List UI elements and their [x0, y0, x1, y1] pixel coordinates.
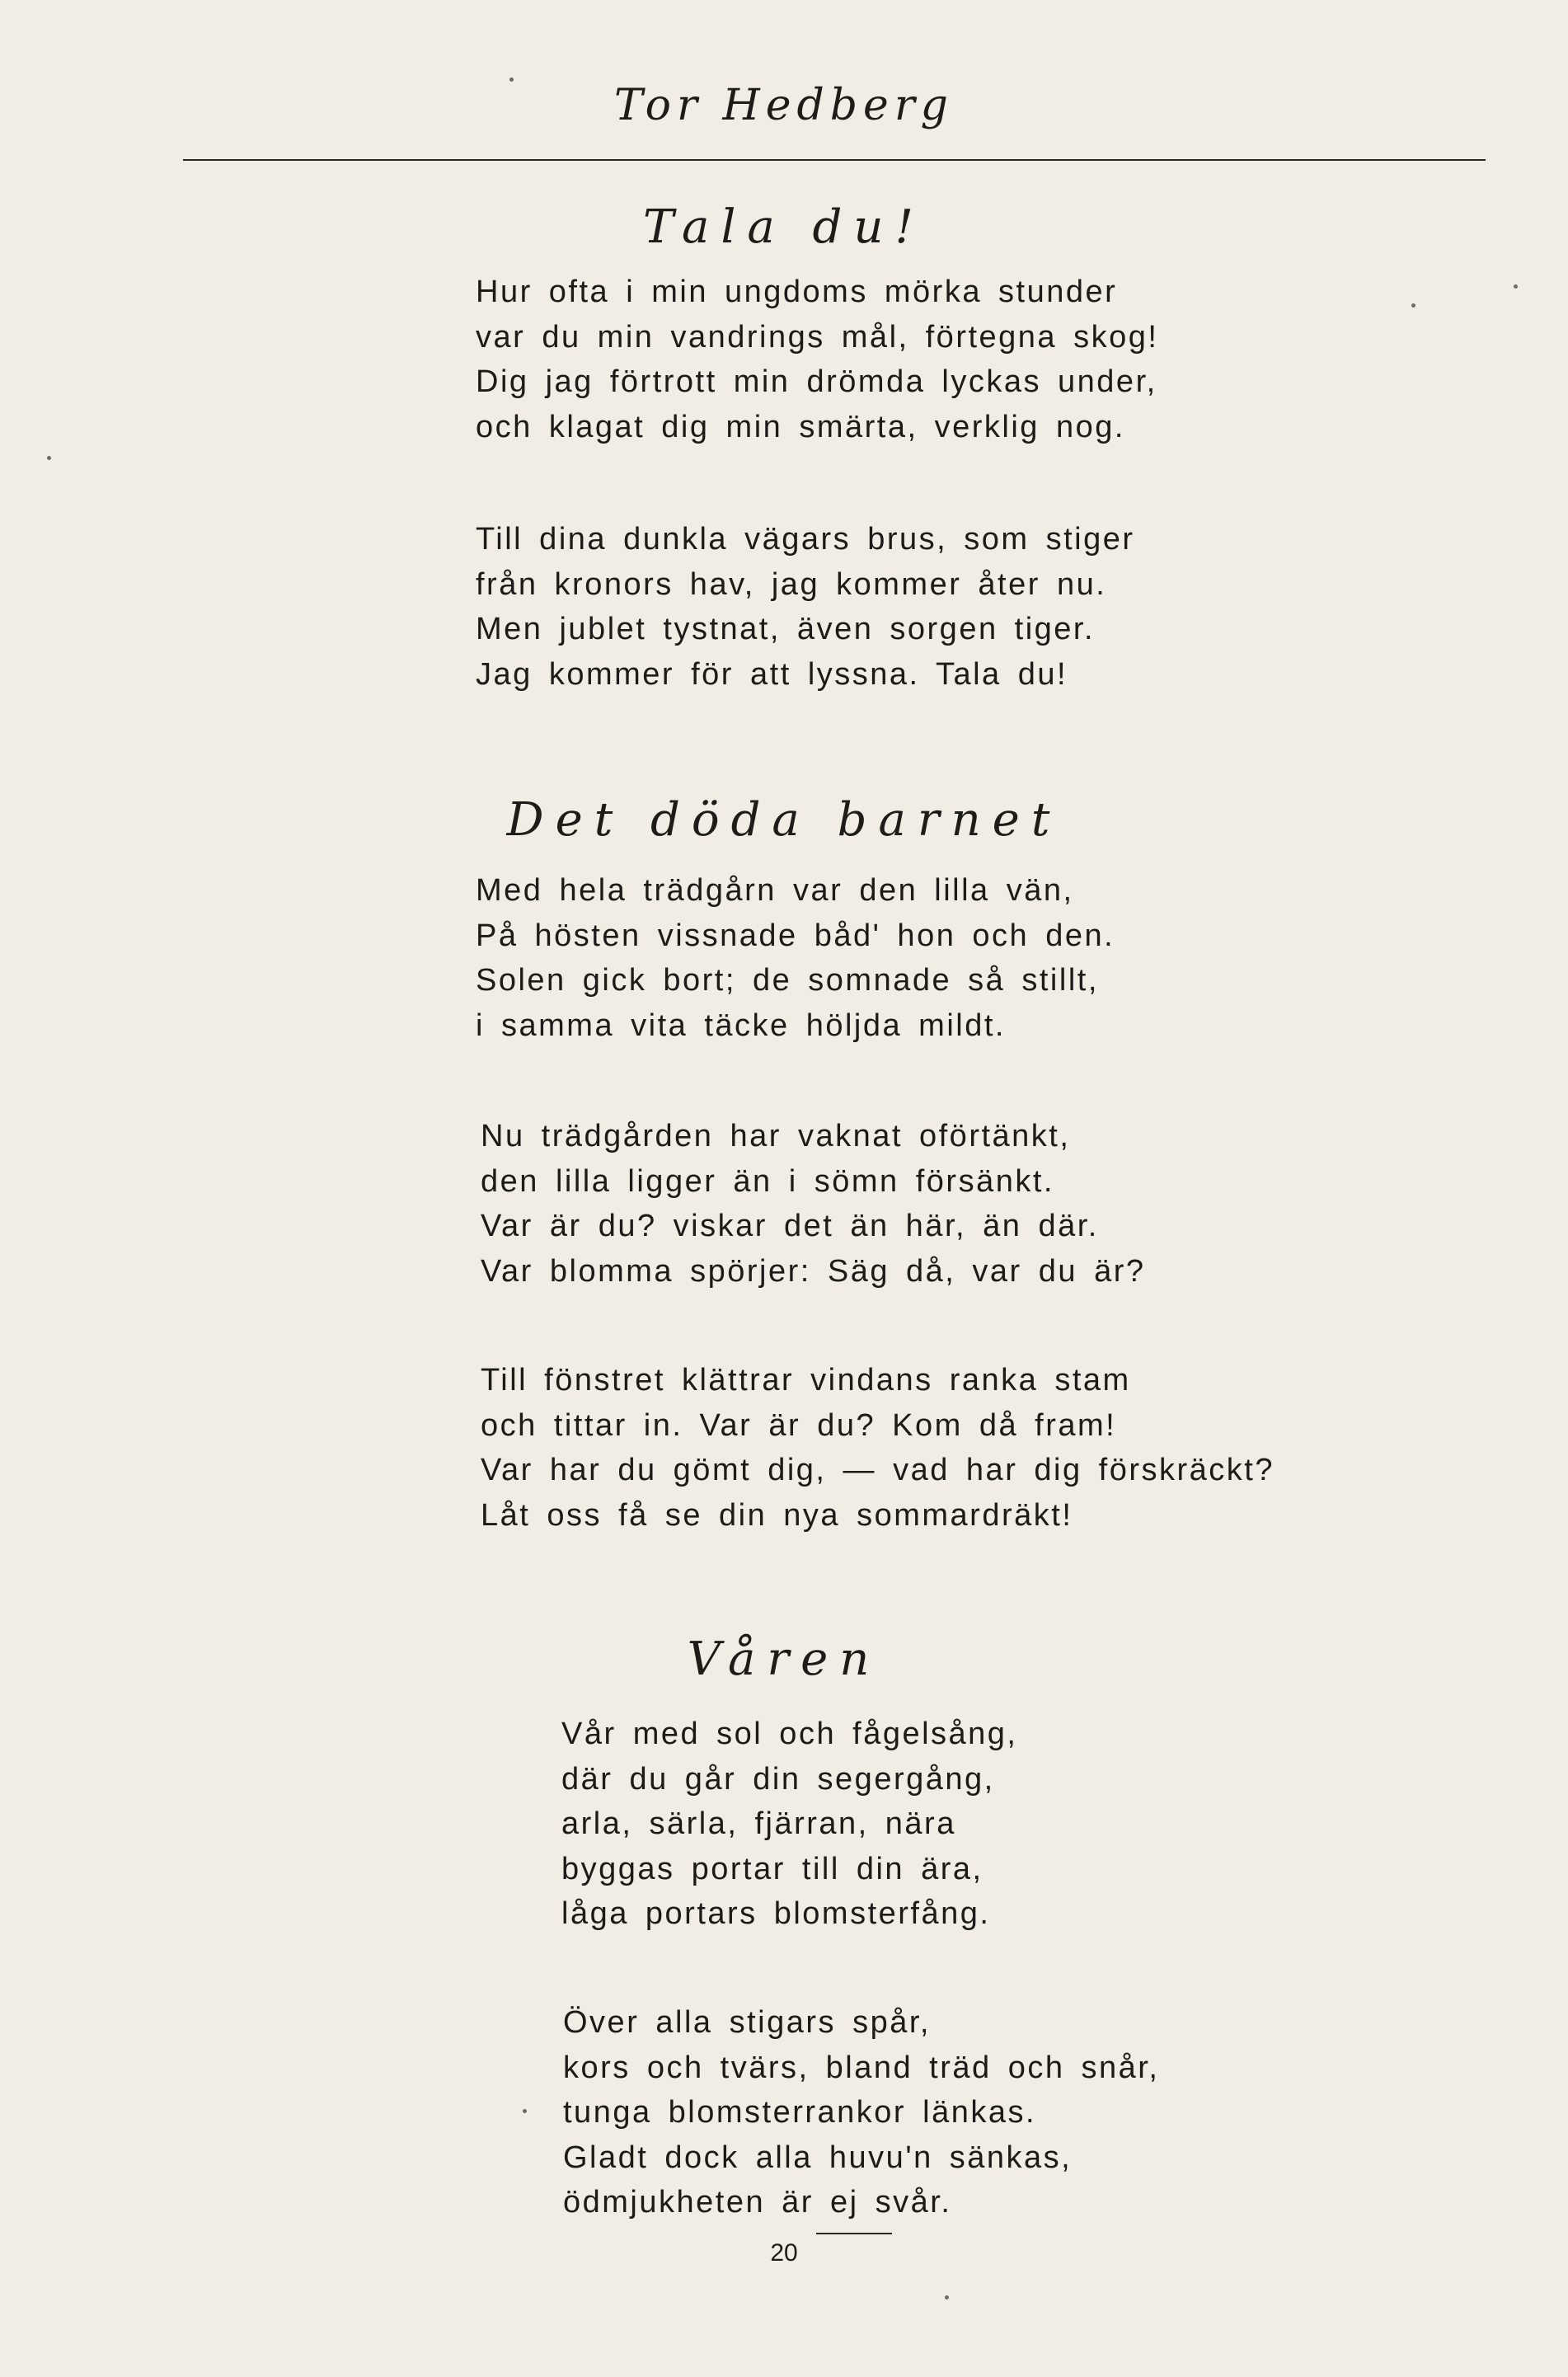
verse-line: den lilla ligger än i sömn försänkt. — [481, 1163, 1054, 1199]
page-number: 20 — [770, 2239, 798, 2267]
verse-line: Nu trädgården har vaknat oförtänkt, — [481, 1119, 1071, 1153]
verse-line: Med hela trädgårn var den lilla vän, — [476, 873, 1074, 908]
verse-line: Över alla stigars spår, — [563, 2005, 931, 2040]
verse-line: Men jublet tystnat, även sorgen tiger. — [476, 612, 1096, 646]
paper-speck — [945, 2295, 949, 2299]
verse-line: Till fönstret klättrar vindans ranka stam — [481, 1363, 1131, 1398]
paper-speck — [523, 2109, 527, 2113]
verse-line: Låt oss få se din nya sommardräkt! — [481, 1497, 1073, 1533]
verse-line: Var har du gömt dig, — vad har dig förskräckt? — [481, 1453, 1275, 1487]
verse-line: Till dina dunkla vägars brus, som stiger — [476, 522, 1135, 557]
poem-title-det-doda-barnet: Det döda barnet — [506, 793, 1062, 847]
verse-line: Solen gick bort; de somnade så stillt, — [476, 963, 1099, 998]
poem-title-varen: Våren — [687, 1632, 881, 1686]
verse-line: i samma vita täcke höljda mildt. — [476, 1008, 1006, 1043]
verse-line: arla, särla, fjärran, nära — [561, 1806, 956, 1841]
stanza — [476, 270, 1158, 449]
verse-line: byggas portar till din ära, — [561, 1851, 984, 1886]
running-head: Tor Hedberg — [614, 81, 954, 130]
verse-line: Vår med sol och fågelsång, — [561, 1717, 1018, 1751]
page-number-rule — [816, 2233, 892, 2234]
verse-line: Var är du? viskar det än här, än där. — [481, 1209, 1099, 1243]
verse-line: ödmjukheten är ej svår. — [563, 2185, 952, 2220]
verse-line: Dig jag förtrott min drömda lyckas under, — [476, 364, 1157, 399]
stanza — [563, 2000, 1159, 2225]
header-rule — [183, 159, 1486, 161]
verse-line: kors och tvärs, bland träd och snår, — [563, 2050, 1160, 2085]
verse-line: Gladt dock alla huvu'n sänkas, — [563, 2140, 1073, 2175]
stanza — [476, 517, 1135, 697]
verse-line: och tittar in. Var är du? Kom då fram! — [481, 1407, 1117, 1443]
verse-line: På hösten vissnade båd' hon och den. — [476, 918, 1115, 953]
stanza — [561, 1712, 1018, 1937]
verse-line: låga portars blomsterfång. — [561, 1896, 991, 1931]
verse-line: Hur ofta i min ungdoms mörka stunder — [476, 275, 1118, 309]
verse-line: Var blomma spörjer: Säg då, var du är? — [481, 1253, 1146, 1289]
paper-speck — [1411, 303, 1415, 308]
verse-line: från kronors hav, jag kommer åter nu. — [476, 566, 1107, 602]
stanza — [481, 1114, 1146, 1294]
verse-line: och klagat dig min smärta, verklig nog. — [476, 409, 1125, 444]
paper-speck — [1514, 284, 1518, 289]
stanza — [476, 868, 1115, 1048]
paper-speck — [509, 78, 514, 82]
poem-title-tala-du: Tala du! — [643, 200, 925, 254]
paper-speck — [47, 456, 51, 460]
verse-line: var du min vandrings mål, förtegna skog! — [476, 319, 1159, 355]
verse-line: där du går din segergång, — [561, 1761, 995, 1797]
verse-line: tunga blomsterrankor länkas. — [563, 2095, 1037, 2130]
stanza — [481, 1358, 1275, 1538]
verse-line: Jag kommer för att lyssna. Tala du! — [476, 656, 1068, 692]
